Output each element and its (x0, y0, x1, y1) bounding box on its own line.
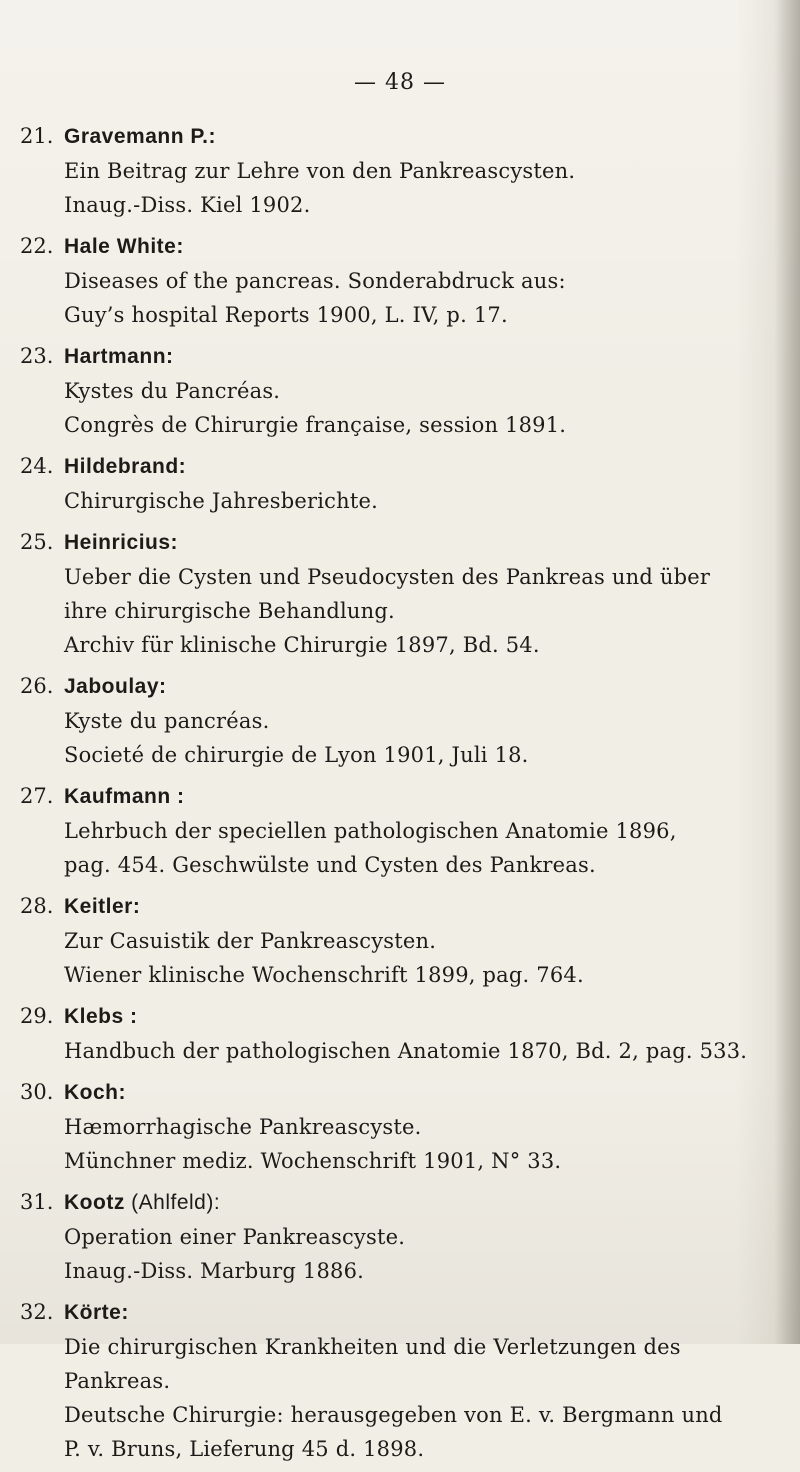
bibliography-list (20, 118, 790, 1472)
entry-text-line: Lehrbuch der speciellen pathologischen Anatomie 1896, (64, 819, 677, 843)
entry-text-line: Diseases of the pancreas. Sonderabdruck aus: (64, 269, 566, 293)
entry-number: 30. (20, 1080, 54, 1104)
entry-text-line: Hæmorrhagische Pankreascyste. (64, 1115, 422, 1139)
entry-author-suffix: (Ahlfeld): (124, 1191, 221, 1214)
bibliography-entry (20, 228, 790, 332)
entry-number: 28. (20, 894, 54, 918)
entry-author: Hildebrand: (64, 455, 187, 478)
bibliography-entry (20, 338, 790, 442)
entry-author: Hale White: (64, 235, 184, 258)
entry-text-line: Societé de chirurgie de Lyon 1901, Juli 18. (64, 743, 529, 767)
entry-text-line: Münchner mediz. Wochenschrift 1901, N° 33. (64, 1149, 562, 1173)
entry-author: Keitler: (64, 895, 141, 918)
entry-number: 24. (20, 454, 54, 478)
bibliography-entry (20, 118, 790, 222)
bibliography-entry (20, 524, 790, 662)
page-number: — 48 — (354, 70, 446, 95)
entry-text-line: Wiener klinische Wochenschrift 1899, pag. 764. (64, 963, 584, 987)
entry-author: Koch: (64, 1081, 126, 1104)
entry-text-line: P. v. Bruns, Lieferung 45 d. 1898. (64, 1437, 425, 1461)
bibliography-entry (20, 448, 790, 518)
entry-number: 27. (20, 784, 54, 808)
entry-author: Heinricius: (64, 531, 179, 554)
entry-number: 21. (20, 124, 54, 148)
entry-text-line: Chirurgische Jahresberichte. (64, 489, 378, 513)
entry-text-line: Ein Beitrag zur Lehre von den Pankreascysten. (64, 159, 576, 183)
entry-number: 29. (20, 1004, 54, 1028)
entry-number: 26. (20, 674, 54, 698)
entry-text-line: Zur Casuistik der Pankreascysten. (64, 929, 437, 953)
entry-text-line: Ueber die Cysten und Pseudocysten des Pankreas und über (64, 565, 711, 589)
bibliography-entry (20, 1294, 790, 1466)
entry-text-line: Guy’s hospital Reports 1900, L. IV, p. 17. (64, 303, 508, 327)
bibliography-entry (20, 1184, 790, 1288)
entry-number: 25. (20, 530, 54, 554)
entry-text-line: Inaug.-Diss. Marburg 1886. (64, 1259, 365, 1283)
entry-text-line: pag. 454. Geschwülste und Cysten des Pankreas. (64, 853, 596, 877)
entry-author-name: Kootz (64, 1191, 125, 1214)
bibliography-entry (20, 888, 790, 992)
entry-text-line: Kystes du Pancréas. (64, 379, 281, 403)
entry-text-line: ihre chirurgische Behandlung. (64, 599, 395, 623)
entry-number: 22. (20, 234, 54, 258)
entry-text-line: Die chirurgischen Krankheiten und die Verletzungen des (64, 1335, 681, 1359)
entry-author: Jaboulay: (64, 675, 167, 698)
entry-text-line: Inaug.-Diss. Kiel 1902. (64, 193, 311, 217)
entry-author: Kaufmann : (64, 785, 185, 808)
entry-author: Klebs : (64, 1005, 138, 1028)
entry-text-line: Congrès de Chirurgie française, session 1891. (64, 413, 567, 437)
entry-text-line: Operation einer Pankreascyste. (64, 1225, 406, 1249)
bibliography-entry (20, 998, 790, 1068)
bibliography-entry (20, 668, 790, 772)
bibliography-entry (20, 1074, 790, 1178)
entry-text-line: Pankreas. (64, 1369, 171, 1393)
entry-text-line: Handbuch der pathologischen Anatomie 1870, Bd. 2, pag. 533. (64, 1039, 748, 1063)
entry-author: Gravemann P.: (64, 125, 217, 148)
bibliography-entry (20, 778, 790, 882)
entry-number: 32. (20, 1300, 54, 1324)
entry-text-line: Kyste du pancréas. (64, 709, 270, 733)
entry-number: 23. (20, 344, 54, 368)
entry-text-line: Archiv für klinische Chirurgie 1897, Bd. 54. (64, 633, 540, 657)
entry-author: Hartmann: (64, 345, 174, 368)
entry-text-line: Deutsche Chirurgie: herausgegeben von E. v. Bergmann und (64, 1403, 723, 1427)
entry-author: Körte: (64, 1301, 129, 1324)
entry-number: 31. (20, 1190, 54, 1214)
entry-author (64, 1185, 220, 1221)
